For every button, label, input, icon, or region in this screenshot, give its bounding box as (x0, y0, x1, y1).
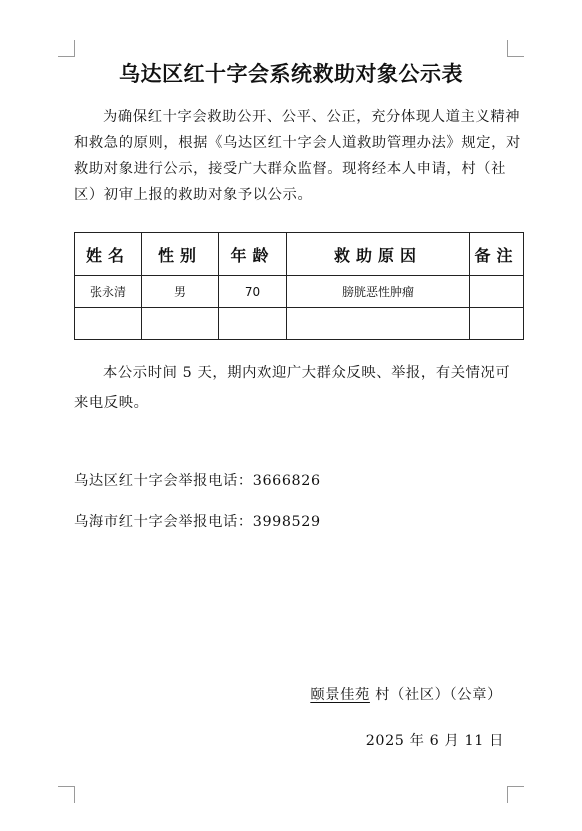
header-reason: 救助原因 (287, 233, 470, 276)
cell-reason (287, 308, 470, 340)
document-title: 乌达区红十字会系统救助对象公示表 (119, 62, 463, 86)
page-corner-mark-top-left (58, 40, 75, 57)
table-row (75, 308, 524, 340)
page-corner-mark-bottom-left (58, 786, 75, 803)
signature-suffix: 村（社区）（公章） (375, 687, 502, 703)
recipient-table (74, 232, 524, 340)
hotline-label: 乌达区红十字会举报电话： (74, 473, 253, 489)
hotline-wuda (74, 470, 321, 490)
page-corner-mark-bottom-right (507, 786, 524, 803)
table-header-row (75, 233, 524, 276)
cell-reason: 膀胱恶性肿瘤 (287, 276, 470, 308)
village-name: 颐景佳苑 (310, 687, 370, 703)
hotline-wuhai (74, 511, 321, 531)
notice-paragraph: 本公示时间 5 天，期内欢迎广大群众反映、举报，有关情况可来电反映。 (74, 365, 511, 411)
header-remarks: 备注 (470, 233, 524, 276)
hotline-label: 乌海市红十字会举报电话： (74, 514, 253, 530)
hotline-number: 3666826 (252, 473, 321, 489)
cell-age (219, 308, 287, 340)
cell-remarks (470, 276, 524, 308)
cell-gender: 男 (142, 276, 219, 308)
signature-line (310, 684, 502, 704)
page-corner-mark-top-right (507, 40, 524, 57)
header-name: 姓名 (75, 233, 142, 276)
header-age: 年龄 (219, 233, 287, 276)
document-date: 2025 年 6 月 11 日 (365, 733, 504, 749)
cell-remarks (470, 308, 524, 340)
intro-paragraph: 为确保红十字会救助公开、公平、公正，充分体现人道主义精神和救急的原则，根据《乌达区红十字会人道救助管理办法》规定，对救助对象进行公示，接受广大群众监督。现将经本人申请，村（社区）初审上报的救助对象予以公示。 (74, 109, 521, 203)
cell-age: 70 (219, 276, 287, 308)
header-gender: 性别 (142, 233, 219, 276)
cell-gender (142, 308, 219, 340)
table-row (75, 276, 524, 308)
cell-name (75, 308, 142, 340)
cell-name: 张永清 (75, 276, 142, 308)
hotline-number: 3998529 (252, 514, 321, 530)
